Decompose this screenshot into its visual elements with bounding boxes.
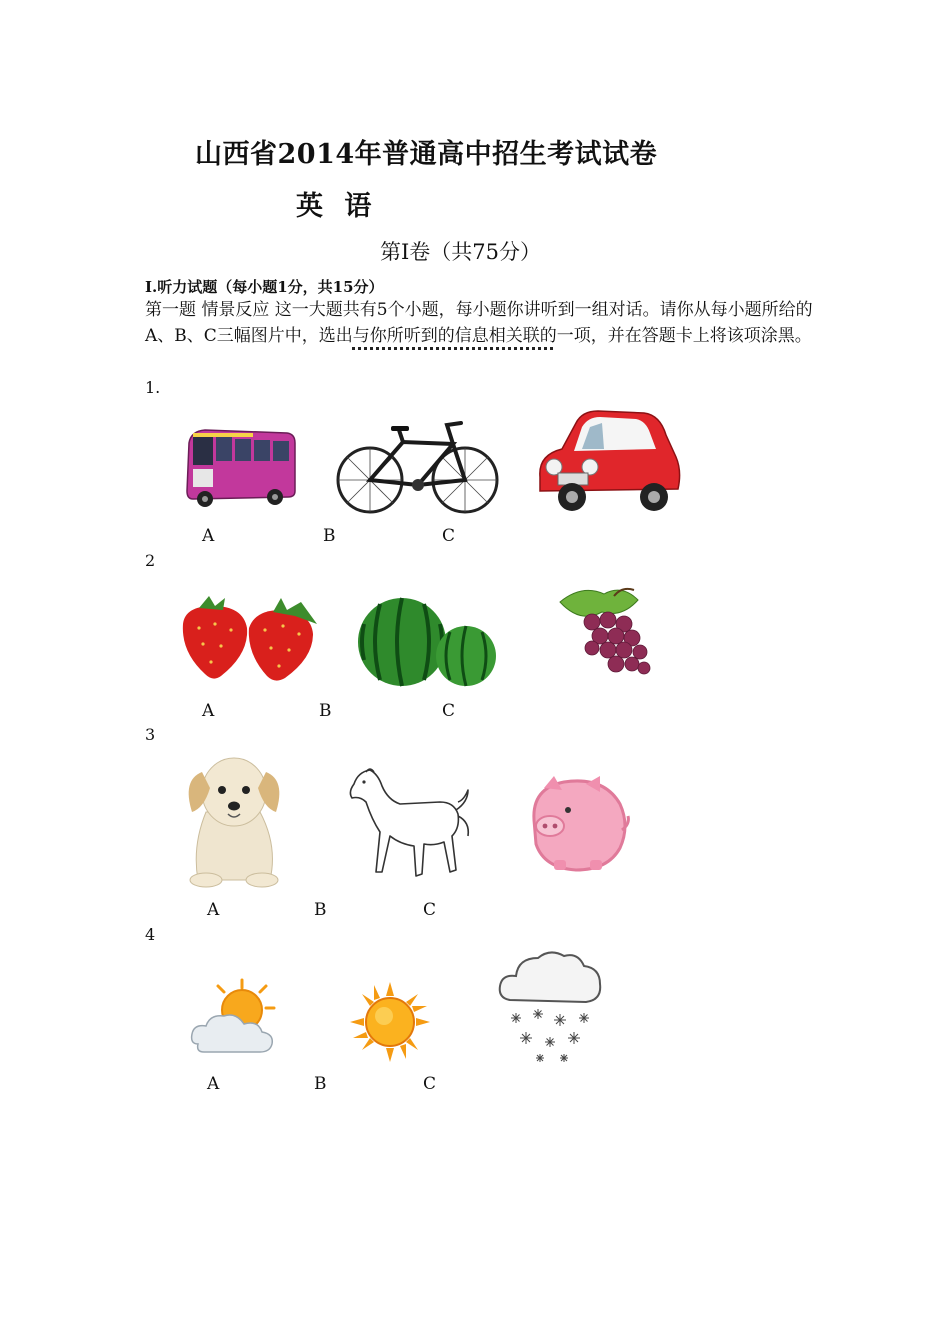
grapes-icon[interactable]: [552, 584, 662, 684]
puppy-icon[interactable]: [178, 750, 290, 890]
bus-icon[interactable]: [183, 425, 298, 510]
option-label-c: C: [423, 1074, 437, 1094]
sun-icon[interactable]: [350, 982, 430, 1062]
strawberry-icon[interactable]: [175, 594, 325, 682]
section-instruction: [145, 298, 815, 349]
instruction-text-end: 一项，并在答题卡上将该项涂黑。: [556, 325, 812, 346]
bicycle-icon[interactable]: [335, 420, 500, 518]
watermelon-icon[interactable]: [356, 594, 498, 690]
section-heading: I.听力试题（每小题1分，共15分）: [145, 278, 384, 296]
pig-icon[interactable]: [524, 774, 632, 878]
question-number-4: 4: [145, 925, 156, 944]
option-label-c: C: [442, 701, 456, 721]
question-number-1: 1.: [145, 378, 161, 397]
option-label-b: B: [314, 1074, 327, 1094]
snow-cloud-icon[interactable]: [498, 946, 604, 1066]
option-label-a: A: [202, 526, 215, 546]
option-label-a: A: [207, 900, 220, 920]
subject-title: 英 语: [296, 191, 378, 222]
instruction-emphasis: 与你所听到的信息相关联的: [352, 325, 557, 346]
instruction-text: 第一题 情景反应 这一大题共有5个小题，每小题你讲听到一组对话。请你从每小题所给的A、B、C三幅图片中，选出: [145, 300, 813, 346]
exam-title: 山西省2014年普通高中招生考试试卷: [195, 139, 658, 170]
part-heading: 第I卷（共75分）: [380, 240, 542, 264]
question-number-2: 2: [145, 551, 156, 570]
option-label-a: A: [207, 1074, 220, 1094]
option-label-b: B: [319, 701, 332, 721]
sun-cloud-icon[interactable]: [188, 978, 282, 1058]
option-label-b: B: [323, 526, 336, 546]
option-label-b: B: [314, 900, 327, 920]
option-label-c: C: [423, 900, 437, 920]
option-label-c: C: [442, 526, 456, 546]
horse-icon[interactable]: [344, 766, 472, 884]
option-label-a: A: [202, 701, 215, 721]
car-icon[interactable]: [532, 405, 684, 517]
question-number-3: 3: [145, 725, 156, 744]
